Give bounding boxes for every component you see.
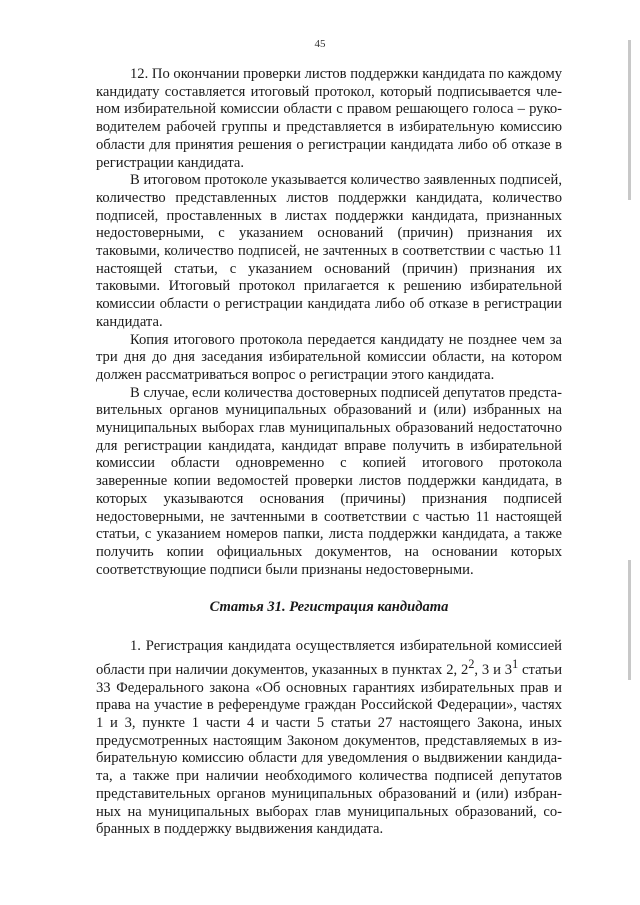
article-text-part-2: , 3 и 3	[474, 661, 513, 678]
article-text-part-3: статьи 33 Федерального закона «Об основных гарантиях избирательных прав и права на участие в референдуме граждан Российской Федерации», частях 1 и 3, пункте 1 части 4 и части 5 статьи 27 настоящего Закона, иных предусмотренных настоящим Законом документов, представляемых в избирательную комиссию области для уведомления о выдвижении кандидата, а также при наличии необходимого количества подписей депутатов представительных органов муниципальных образований и (или) избранных на муниципальных выборах глав муниципальных образований, собранных в поддержку выдвижения кандидата.	[96, 661, 563, 838]
paragraph-protocol-copy: Копия итогового протокола передается кандидату не позднее чем за три дня до дня заседания избирательной комиссии области, на котором должен рассматриваться вопрос о регистрации этого кандидата.	[96, 331, 562, 383]
superscript-1: 1	[512, 657, 519, 672]
superscript-2: 2	[468, 657, 475, 672]
article-heading: Статья 31. Регистрация кандидата	[209, 599, 449, 616]
paragraph-insufficient-signatures: В случае, если количества достоверных подписей депутатов представительных органов муниципальных образований и (или) избранных на муниципальных выборах глав муниципальных образований недостаточно для регистрации кандидата, кандидат вправе получить в избирательной комиссии области одновременно с копией итогового протокола заверенные копии ведомостей проверки листов поддержки кандидата, в которых указываются основания (причины) признания подписей недостоверными, не зачтенными в соответствии с частью 11 настоящей статьи, с указанием номеров папки, листа поддержки кандидата, а также получить копии официальных документов, на основании которых соответствующие подписи были признаны недостоверными.	[96, 384, 562, 578]
article-31-paragraph-1	[96, 638, 562, 839]
article-text-part-1: 1. Регистрация кандидата осуществляется избирательной комиссией области при наличии документов, указанных в пунктах 2, 2	[96, 638, 562, 678]
document-body	[96, 66, 562, 839]
scan-edge-shadow	[628, 40, 631, 200]
paragraph-final-protocol: В итоговом протоколе указывается количество заявленных подписей, количество представленных листов поддержки кандидата, количество подписей, проставленных в листах поддержки кандидата, признанных недостоверными, с указанием оснований (причин) признания их таковыми, количество подписей, не зачтенных в соответствии с частью 11 настоящей статьи, с указанием оснований (причин) признания их таковыми. Итоговый протокол прилагается к решению избирательной комиссии области о регистрации кандидата либо об отказе в регистрации кандидата.	[96, 172, 562, 330]
scan-edge-shadow	[628, 560, 631, 680]
page-number: 45	[314, 38, 326, 50]
paragraph-12: 12. По окончании проверки листов поддержки кандидата по каждому кандидату составляется итоговый протокол, который подписывается членом избирательной комиссии области с правом решающего голоса – руководителем рабочей группы и представляется в избирательную комиссию области для принятия решения о регистрации кандидата либо об отказе в регистрации кандидата.	[96, 66, 562, 171]
